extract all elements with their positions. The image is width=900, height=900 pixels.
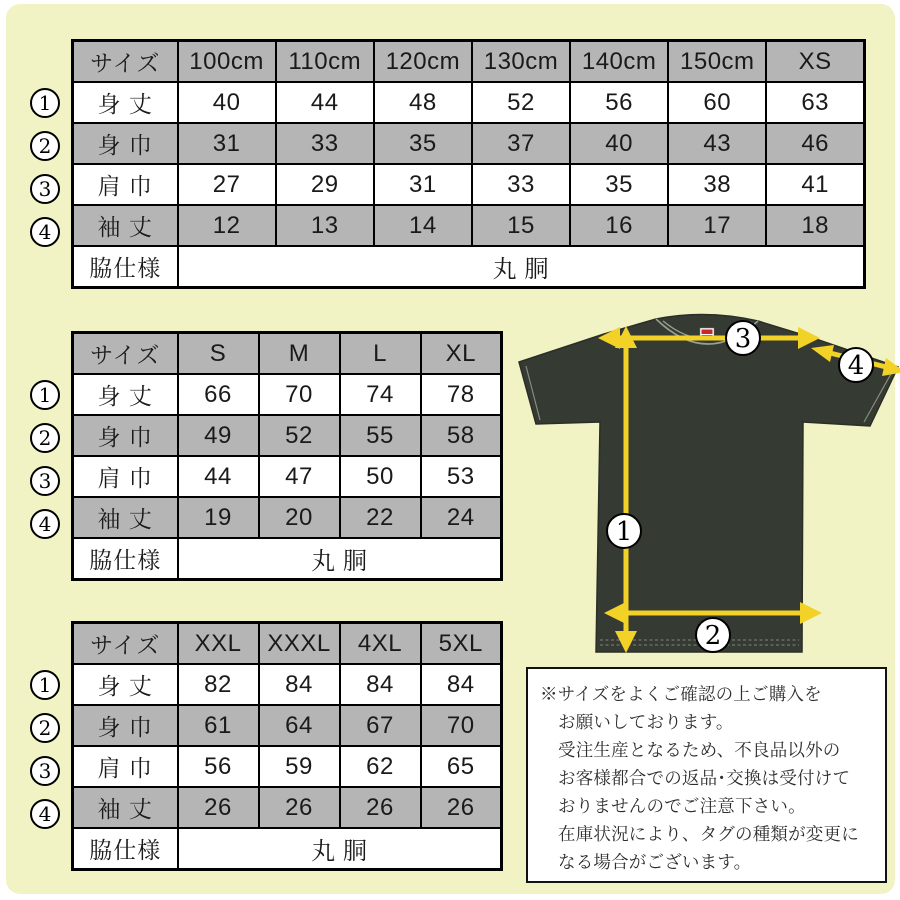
cell: 33 — [276, 123, 374, 164]
row-label: 袖 丈 — [73, 787, 178, 828]
row-badge-3: 3 — [30, 174, 60, 204]
size-header-cell: サイズ — [73, 41, 178, 83]
col-header: 120cm — [374, 41, 472, 83]
col-header: S — [178, 333, 259, 375]
table-footer-row — [73, 246, 865, 288]
note-line: お客様都合での返品･交換は受付けて — [558, 768, 851, 788]
cell: 31 — [178, 123, 276, 164]
cell: 84 — [421, 664, 502, 705]
table-footer-row — [73, 538, 502, 580]
cell: 65 — [421, 746, 502, 787]
cell: 41 — [766, 164, 864, 205]
row-label: 肩 巾 — [73, 164, 178, 205]
row-badge-4: 4 — [30, 799, 60, 829]
cell: 58 — [421, 415, 502, 456]
cell: 13 — [276, 205, 374, 246]
svg-text:4: 4 — [847, 351, 865, 381]
cell: 22 — [340, 497, 421, 538]
row-label: 身 丈 — [73, 664, 178, 705]
cell: 35 — [374, 123, 472, 164]
cell: 16 — [570, 205, 668, 246]
col-header: M — [259, 333, 340, 375]
col-header: 130cm — [472, 41, 570, 83]
cell: 62 — [340, 746, 421, 787]
row-badge-1: 1 — [30, 88, 60, 118]
note-line: なる場合がございます。 — [558, 852, 752, 872]
row-label: 袖 丈 — [73, 205, 178, 246]
diagram-badge-4 — [839, 348, 873, 382]
cell: 26 — [421, 787, 502, 828]
row-badge-1: 1 — [30, 380, 60, 410]
note-line: おりませんのでご注意下さい。 — [558, 796, 806, 816]
col-header: L — [340, 333, 421, 375]
table-row — [73, 164, 865, 205]
svg-text:3: 3 — [734, 324, 752, 354]
row-label: 脇仕様 — [73, 246, 178, 288]
table-row — [73, 123, 865, 164]
cell: 74 — [340, 374, 421, 415]
cell: 61 — [178, 705, 259, 746]
cell: 33 — [472, 164, 570, 205]
cell: 49 — [178, 415, 259, 456]
svg-text:2: 2 — [704, 621, 722, 651]
cell: 46 — [766, 123, 864, 164]
row-badge-3: 3 — [30, 466, 60, 496]
cell: 52 — [259, 415, 340, 456]
cell: 38 — [668, 164, 766, 205]
tshirt-measurement-diagram — [506, 304, 900, 664]
cell: 29 — [276, 164, 374, 205]
table-footer-row — [73, 828, 502, 870]
cell: 19 — [178, 497, 259, 538]
row-label: 肩 巾 — [73, 746, 178, 787]
table-row — [73, 497, 502, 538]
note-line: ※サイズをよくご確認の上ご購入を — [540, 684, 822, 704]
cell: 67 — [340, 705, 421, 746]
note-line: 在庫状況により、タグの種類が変更に — [558, 824, 859, 844]
col-header: 5XL — [421, 623, 502, 665]
cell: 26 — [259, 787, 340, 828]
cell: 40 — [570, 123, 668, 164]
tshirt-illustration — [506, 304, 900, 664]
row-label: 袖 丈 — [73, 497, 178, 538]
cell: 43 — [668, 123, 766, 164]
cell: 82 — [178, 664, 259, 705]
cell: 20 — [259, 497, 340, 538]
cell: 44 — [178, 456, 259, 497]
table-row — [73, 415, 502, 456]
col-header: 140cm — [570, 41, 668, 83]
row-badge-1: 1 — [30, 670, 60, 700]
cell: 18 — [766, 205, 864, 246]
row-label: 身 巾 — [73, 705, 178, 746]
cell: 60 — [668, 82, 766, 123]
col-header: XL — [421, 333, 502, 375]
table-row — [73, 664, 502, 705]
table-row — [73, 787, 502, 828]
cell: 52 — [472, 82, 570, 123]
cell: 66 — [178, 374, 259, 415]
row-label: 脇仕様 — [73, 538, 178, 580]
cell: 15 — [472, 205, 570, 246]
row-badge-3: 3 — [30, 756, 60, 786]
cell: 31 — [374, 164, 472, 205]
size-header-cell: サイズ — [73, 333, 178, 375]
row-badge-2: 2 — [30, 713, 60, 743]
cell: 56 — [570, 82, 668, 123]
table-row — [73, 456, 502, 497]
table-row — [73, 205, 865, 246]
cell: 70 — [259, 374, 340, 415]
cell: 50 — [340, 456, 421, 497]
cell: 26 — [340, 787, 421, 828]
cell: 12 — [178, 205, 276, 246]
cell: 26 — [178, 787, 259, 828]
purchase-note — [526, 667, 887, 883]
cell: 40 — [178, 82, 276, 123]
cell: 48 — [374, 82, 472, 123]
size-table-adult — [71, 331, 503, 581]
cell: 14 — [374, 205, 472, 246]
cell: 17 — [668, 205, 766, 246]
cell: 84 — [259, 664, 340, 705]
table-header-row — [73, 623, 502, 665]
col-header: 4XL — [340, 623, 421, 665]
cell: 35 — [570, 164, 668, 205]
col-header: XXL — [178, 623, 259, 665]
row-label: 身 巾 — [73, 123, 178, 164]
cell: 64 — [259, 705, 340, 746]
cell: 53 — [421, 456, 502, 497]
footer-value: 丸 胴 — [178, 828, 502, 870]
cell: 56 — [178, 746, 259, 787]
table-header-row — [73, 333, 502, 375]
footer-value: 丸 胴 — [178, 246, 865, 288]
cell: 37 — [472, 123, 570, 164]
diagram-badge-1 — [607, 514, 641, 548]
size-header-cell: サイズ — [73, 623, 178, 665]
col-header: XS — [766, 41, 864, 83]
table-row — [73, 82, 865, 123]
col-header: 100cm — [178, 41, 276, 83]
svg-text:1: 1 — [615, 517, 633, 547]
row-label: 脇仕様 — [73, 828, 178, 870]
row-badge-4: 4 — [30, 509, 60, 539]
size-table-big — [71, 621, 503, 871]
diagram-badge-3 — [726, 321, 760, 355]
footer-value: 丸 胴 — [178, 538, 502, 580]
cell: 24 — [421, 497, 502, 538]
row-badge-2: 2 — [30, 131, 60, 161]
pale-yellow-panel — [6, 4, 895, 894]
table-header-row — [73, 41, 865, 83]
row-label: 身 巾 — [73, 415, 178, 456]
cell: 84 — [340, 664, 421, 705]
size-table-kids — [71, 39, 866, 289]
diagram-badge-2 — [696, 618, 730, 652]
col-header: 150cm — [668, 41, 766, 83]
col-header: 110cm — [276, 41, 374, 83]
cell: 47 — [259, 456, 340, 497]
row-label: 肩 巾 — [73, 456, 178, 497]
cell: 63 — [766, 82, 864, 123]
table-row — [73, 705, 502, 746]
col-header: XXXL — [259, 623, 340, 665]
table-row — [73, 374, 502, 415]
note-line: お願いしております。 — [558, 712, 734, 732]
cell: 55 — [340, 415, 421, 456]
row-label: 身 丈 — [73, 374, 178, 415]
row-badge-4: 4 — [30, 217, 60, 247]
cell: 70 — [421, 705, 502, 746]
cell: 78 — [421, 374, 502, 415]
cell: 44 — [276, 82, 374, 123]
table-row — [73, 746, 502, 787]
cell: 59 — [259, 746, 340, 787]
row-label: 身 丈 — [73, 82, 178, 123]
cell: 27 — [178, 164, 276, 205]
note-line: 受注生産となるため、不良品以外の — [558, 740, 841, 760]
row-badge-2: 2 — [30, 423, 60, 453]
